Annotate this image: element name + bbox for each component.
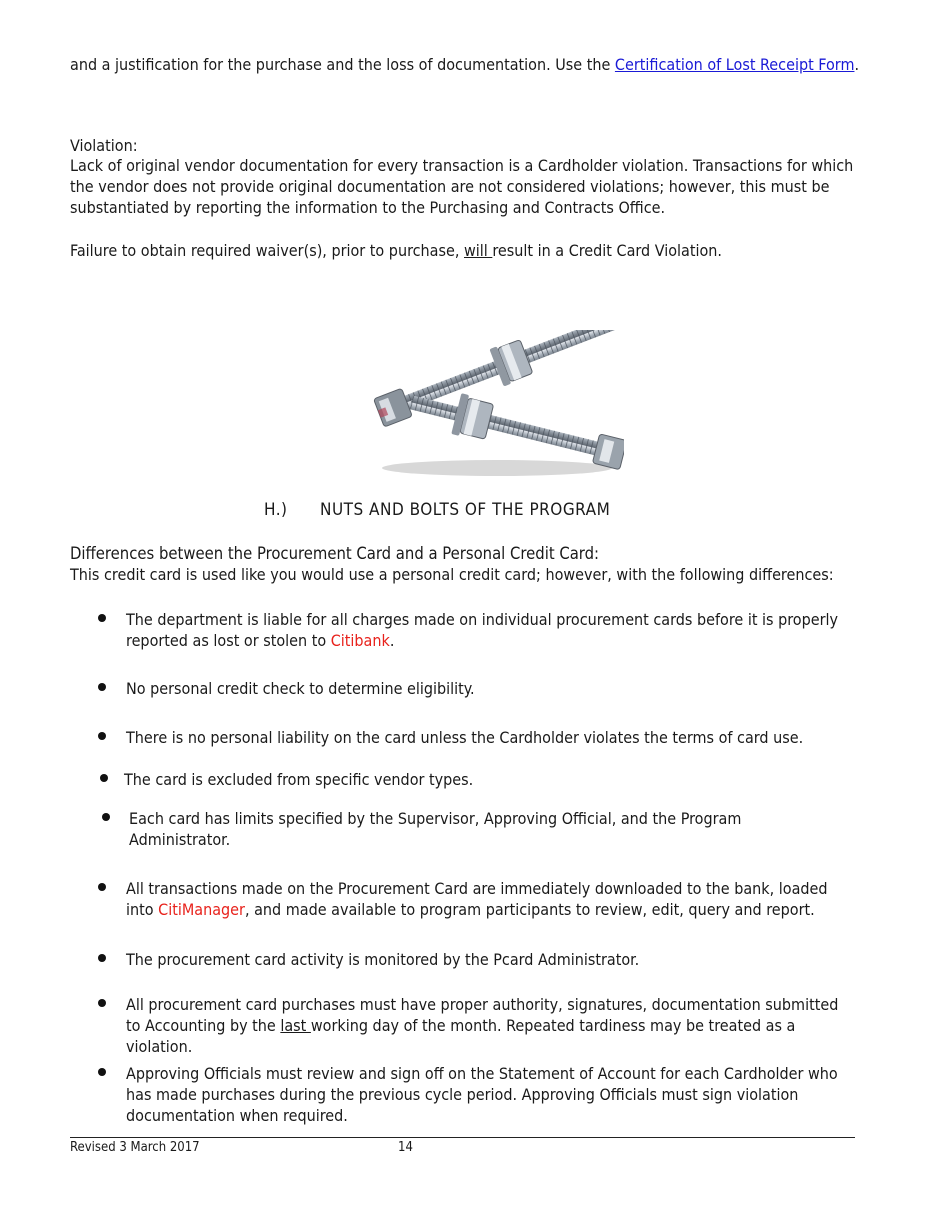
page-number: 14 xyxy=(398,1140,413,1155)
waiver-text: Failure to obtain required waiver(s), prior to purchase, xyxy=(70,241,464,260)
citimanager-text: CitiManager xyxy=(158,900,245,919)
violation-heading: Violation: xyxy=(70,136,138,155)
lost-receipt-form-link[interactable]: Certification of Lost Receipt Form xyxy=(614,55,855,74)
list-item-text-end: , and made available to program participants to review, edit, query and report. xyxy=(244,900,815,919)
bullet-icon xyxy=(102,813,110,821)
bullet-icon xyxy=(98,999,106,1007)
violation-paragraph: Lack of original vendor documentation for every transaction is a Cardholder violation. Transactions for which the vendor does not provide original documentation are not considered violations; however, this must be substantiated by reporting the information to the Purchasing and Contracts Office. xyxy=(70,156,854,217)
bullet-icon xyxy=(98,954,106,962)
list-item: The procurement card activity is monitored by the Pcard Administrator. xyxy=(126,950,640,969)
list-item xyxy=(126,609,856,651)
list-item-text-end: . xyxy=(389,631,395,650)
list-item: Approving Officials must review and sign off on the Statement of Account for each Cardholder who has made purchases during the previous cycle period. Approving Officials must sign violation documentation when required. xyxy=(126,1064,838,1125)
waiver-emphasis: will xyxy=(464,241,493,260)
footer-revised: Revised 3 March 2017 xyxy=(70,1140,200,1155)
footer-rule xyxy=(70,1137,855,1138)
waiver-text-end: result in a Credit Card Violation. xyxy=(492,241,722,260)
list-item-text: The department is liable for all charges made on individual procurement cards before it is properly reported as lost or stolen to xyxy=(126,610,839,650)
differences-intro: This credit card is used like you would use a personal credit card; however, with the following differences: xyxy=(70,565,834,584)
list-item xyxy=(126,878,856,920)
list-item-text: All procurement card purchases must have proper authority, signatures, documentation submitted to Accounting by the xyxy=(126,995,839,1035)
intro-period: . xyxy=(854,55,860,74)
bullet-icon xyxy=(98,683,106,691)
last-emphasis: last xyxy=(280,1016,311,1035)
citibank-text: Citibank xyxy=(330,631,390,650)
bullet-icon xyxy=(98,1068,106,1076)
bullet-icon xyxy=(98,614,106,622)
bolts-illustration xyxy=(362,330,624,478)
list-item-text-end: working day of the month. Repeated tardiness may be treated as a violation. xyxy=(126,1016,796,1056)
list-item xyxy=(126,994,856,1057)
section-title: NUTS AND BOLTS OF THE PROGRAM xyxy=(320,500,611,520)
list-item: There is no personal liability on the card unless the Cardholder violates the terms of card use. xyxy=(126,728,804,747)
intro-paragraph xyxy=(70,54,860,75)
bullet-icon xyxy=(98,883,106,891)
intro-text: and a justification for the purchase and the loss of documentation. Use the xyxy=(70,55,615,74)
list-item: No personal credit check to determine eligibility. xyxy=(126,679,475,698)
list-item: The card is excluded from specific vendor types. xyxy=(124,770,474,789)
section-number: H.) xyxy=(264,500,288,520)
differences-heading: Differences between the Procurement Card and a Personal Credit Card: xyxy=(70,544,600,563)
list-item-text: All transactions made on the Procurement Card are immediately downloaded to the bank, loaded into xyxy=(126,879,828,919)
waiver-paragraph xyxy=(70,240,860,261)
bullet-icon xyxy=(98,732,106,740)
nuts-and-bolts-image xyxy=(362,330,624,478)
list-item: Each card has limits specified by the Supervisor, Approving Official, and the Program Administrator. xyxy=(129,809,742,849)
bullet-icon xyxy=(100,774,108,782)
